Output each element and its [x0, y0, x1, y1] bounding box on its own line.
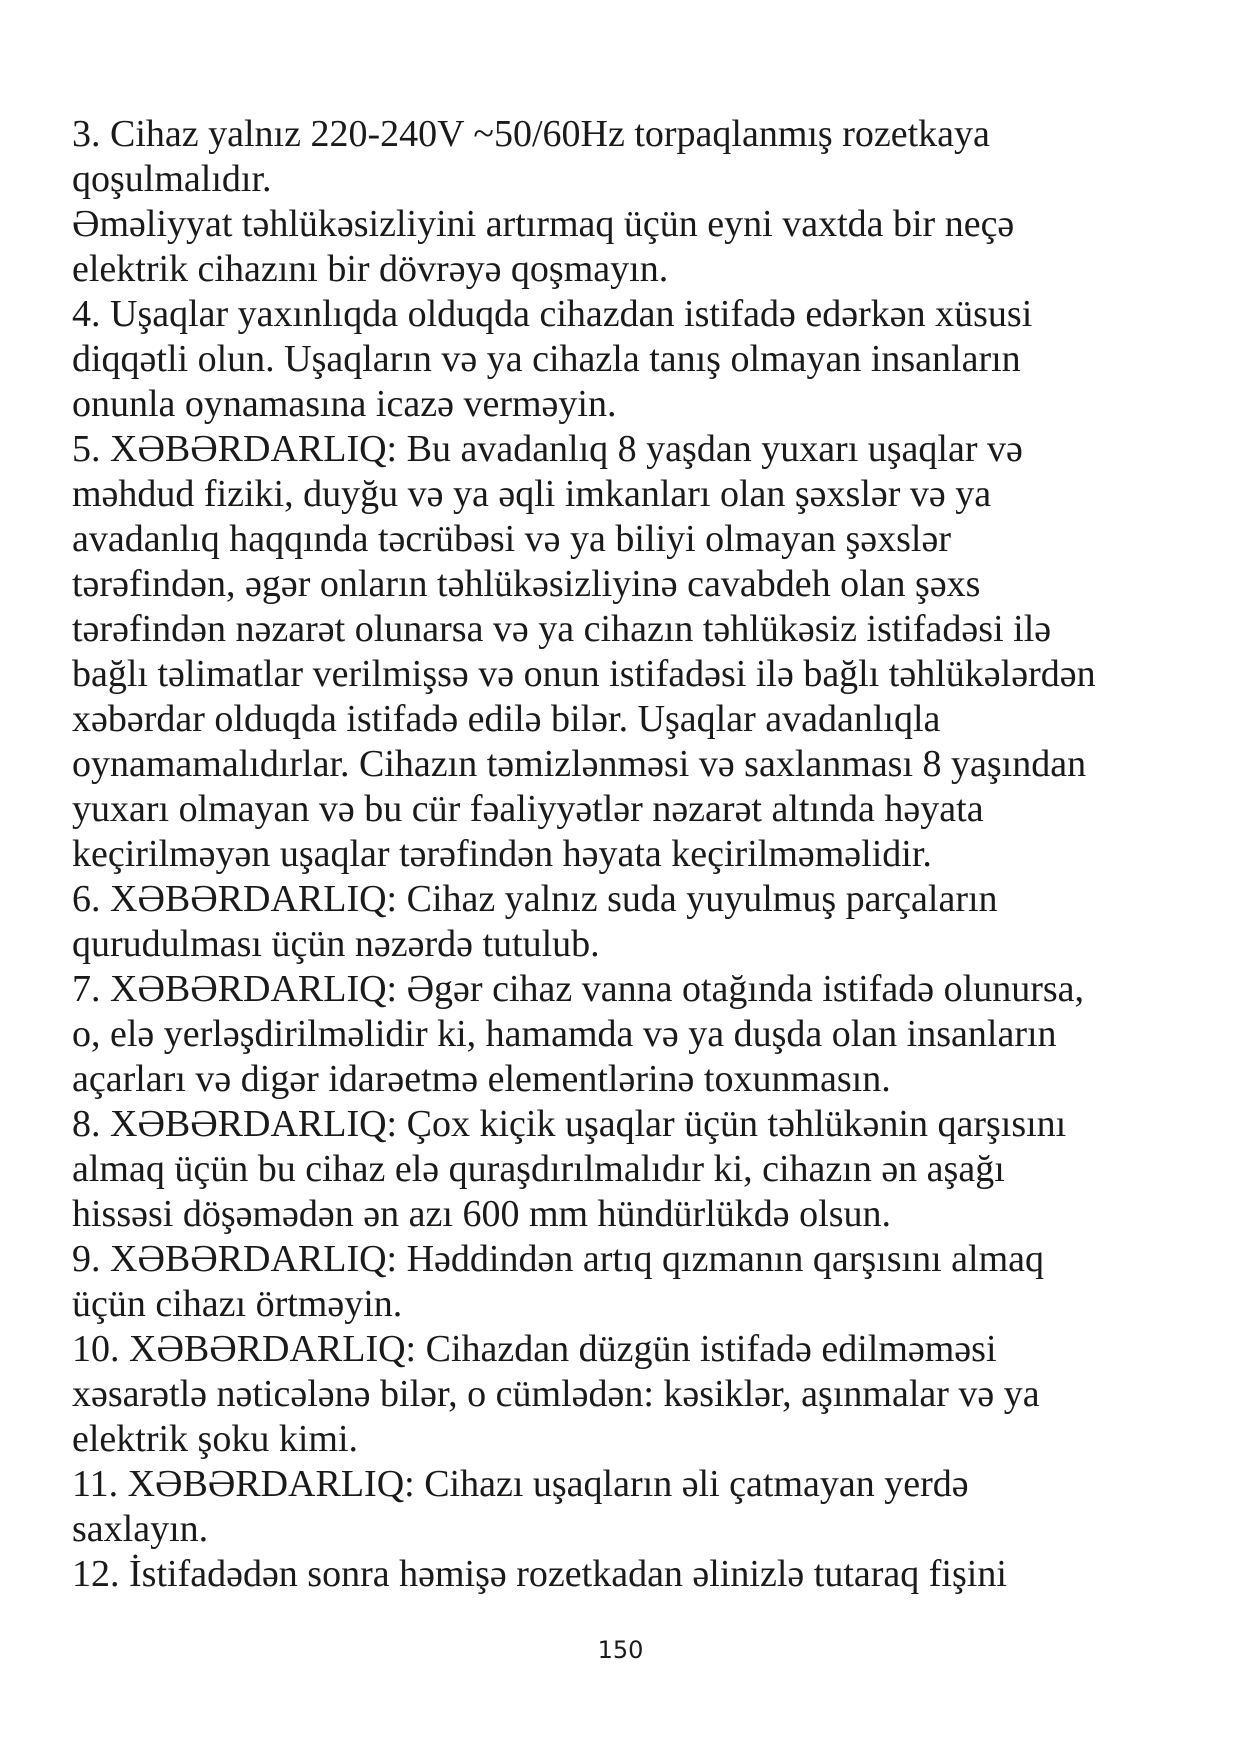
text-line: elektrik cihazını bir dövrəyə qoşmayın. [72, 248, 669, 290]
text-line: 11. XƏBƏRDARLIQ: Cihazı uşaqların əli çatmayan yerdə [72, 1463, 969, 1505]
text-line: avadanlıq haqqında təcrübəsi və ya biliyi olmayan şəxslər [72, 518, 951, 560]
text-line: 9. XƏBƏRDARLIQ: Həddindən artıq qızmanın qarşısını almaq [72, 1238, 1045, 1280]
text-line: almaq üçün bu cihaz elə quraşdırılmalıdır ki, cihazın ən aşağı [72, 1148, 1005, 1190]
text-line: qoşulmalıdır. [72, 158, 272, 200]
text-line: onunla oynamasına icazə verməyin. [72, 383, 617, 425]
text-line: üçün cihazı örtməyin. [72, 1283, 403, 1325]
text-line: qurudulması üçün nəzərdə tutulub. [72, 923, 600, 965]
text-line: açarları və digər idarəetmə elementlərinə toxunmasın. [72, 1058, 891, 1100]
text-line: diqqətli olun. Uşaqların və ya cihazla tanış olmayan insanların [72, 338, 1021, 380]
text-line: hissəsi döşəmədən ən azı 600 mm hündürlükdə olsun. [72, 1193, 891, 1235]
page-number: 150 [597, 1636, 644, 1664]
text-line: o, elə yerləşdirilməlidir ki, hamamda və ya duşda olan insanların [72, 1013, 1057, 1055]
text-line: məhdud fiziki, duyğu və ya əqli imkanları olan şəxslər və ya [72, 473, 992, 515]
document-body [72, 112, 1192, 1597]
text-line: saxlayın. [72, 1508, 209, 1550]
text-line: 8. XƏBƏRDARLIQ: Çox kiçik uşaqlar üçün təhlükənin qarşısını [72, 1103, 1067, 1145]
text-line: tərəfindən nəzarət olunarsa və ya cihazın təhlükəsiz istifadəsi ilə [72, 608, 1052, 650]
text-line: elektrik şoku kimi. [72, 1418, 359, 1460]
text-line: 6. XƏBƏRDARLIQ: Cihaz yalnız suda yuyulmuş parçaların [72, 878, 998, 920]
text-line: bağlı təlimatlar verilmişsə və onun istifadəsi ilə bağlı təhlükələrdən [72, 653, 1096, 695]
text-line: 7. XƏBƏRDARLIQ: Əgər cihaz vanna otağında istifadə olunursa, [72, 968, 1085, 1010]
text-line: xəsarətlə nəticələnə bilər, o cümlədən: kəsiklər, aşınmalar və ya [72, 1373, 1040, 1415]
text-line: 4. Uşaqlar yaxınlıqda olduqda cihazdan istifadə edərkən xüsusi [72, 293, 1033, 335]
text-line: xəbərdar olduqda istifadə edilə bilər. Uşaqlar avadanlıqla [72, 698, 941, 740]
text-line: oynamamalıdırlar. Cihazın təmizlənməsi və saxlanması 8 yaşından [72, 743, 1087, 785]
text-line: Əməliyyat təhlükəsizliyini artırmaq üçün eyni vaxtda bir neçə [72, 203, 1015, 245]
text-line: 3. Cihaz yalnız 220-240V ~50/60Hz torpaqlanmış rozetkaya [72, 113, 990, 155]
text-line: keçirilməyən uşaqlar tərəfindən həyata keçirilməməlidir. [72, 833, 932, 875]
text-line: yuxarı olmayan və bu cür fəaliyyətlər nəzarət altında həyata [72, 788, 984, 830]
text-line: 12. İstifadədən sonra həmişə rozetkadan əlinizlə tutaraq fişini [72, 1553, 1007, 1595]
text-line: 5. XƏBƏRDARLIQ: Bu avadanlıq 8 yaşdan yuxarı uşaqlar və [72, 428, 1023, 470]
text-line: 10. XƏBƏRDARLIQ: Cihazdan düzgün istifadə edilməməsi [72, 1328, 997, 1370]
text-line: tərəfindən, əgər onların təhlükəsizliyinə cavabdeh olan şəxs [72, 563, 981, 605]
